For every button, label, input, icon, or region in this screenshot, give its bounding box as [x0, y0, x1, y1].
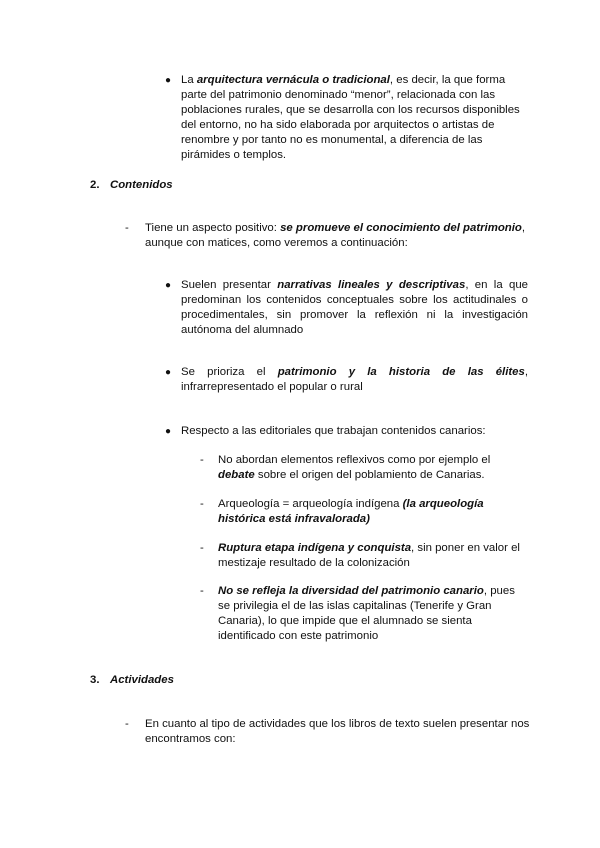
- section-heading-contenidos: Contenidos: [110, 179, 173, 191]
- subitem-diversidad: No se refleja la diversidad del patrimonio canario, pues se privilegia el de las islas capitalinas (Tenerife y Gran Canaria), lo que impide que el alumnado se sienta identificado con este patrimonio: [218, 585, 515, 642]
- dash-icon: -: [200, 454, 204, 466]
- dash-icon: -: [200, 498, 204, 510]
- subitem-debate: No abordan elementos reflexivos como por ejemplo el debate sobre el origen del poblamiento de Canarias.: [218, 454, 491, 481]
- paragraph-editoriales: Respecto a las editoriales que trabajan contenidos canarios:: [181, 425, 486, 437]
- subitem-arqueologia: Arqueología = arqueología indígena (la arqueología histórica está infravalorada): [218, 498, 484, 525]
- bullet-icon: ●: [165, 75, 172, 86]
- paragraph-aspecto-positivo: Tiene un aspecto positivo: se promueve el conocimiento del patrimonio, aunque con matices, como veremos a continuación:: [145, 222, 526, 249]
- section-number: 3.: [90, 674, 100, 686]
- dash-icon: -: [125, 718, 129, 730]
- paragraph-tipo-actividades: En cuanto al tipo de actividades que los libros de texto suelen presentar nos encontramos con:: [145, 718, 530, 745]
- section-number: 2.: [90, 179, 100, 191]
- bullet-icon: ●: [165, 280, 172, 291]
- dash-icon: -: [200, 585, 204, 597]
- bullet-icon: ●: [165, 367, 172, 378]
- paragraph-elites: Se prioriza el patrimonio y la historia de las élites, infrarrepresentado el popular o rural: [181, 366, 529, 393]
- bullet-icon: ●: [165, 426, 172, 437]
- section-heading-actividades: Actividades: [110, 674, 174, 686]
- paragraph-arquitectura-vernacula: La arquitectura vernácula o tradicional, es decir, la que forma parte del patrimonio denominado “menor”, relacionada con las poblaciones rurales, que se desarrolla con los recursos disponibles del entorno, no ha sido elaborada por arquitectos o artistas de renombre y por tanto no es monumental, a diferencia de las pirámides o templos.: [181, 74, 520, 161]
- subitem-ruptura: Ruptura etapa indígena y conquista, sin poner en valor el mestizaje resultado de la colonización: [218, 542, 520, 569]
- paragraph-narrativas: Suelen presentar narrativas lineales y descriptivas, en la que predominan los contenidos conceptuales sobre los actitudinales o procedimentales, sin promover la reflexión ni la investigación autónoma del alumnado: [181, 279, 529, 336]
- dash-icon: -: [200, 542, 204, 554]
- dash-icon: -: [125, 222, 129, 234]
